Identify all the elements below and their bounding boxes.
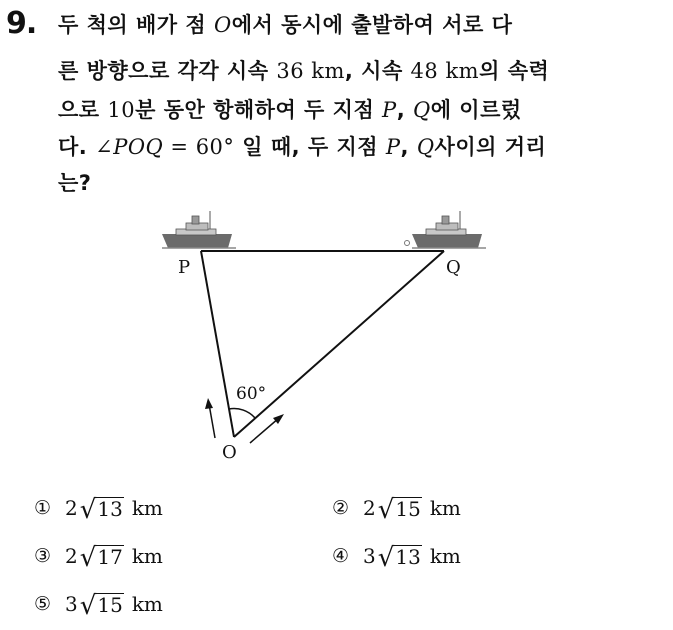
choice-coefficient: 2 <box>65 544 78 568</box>
question-text: , <box>400 135 417 159</box>
sqrt-symbol: √ 15 <box>377 494 421 525</box>
math-expression: Q <box>416 135 435 159</box>
math-expression: P <box>385 135 401 159</box>
triangle-figure <box>150 205 490 465</box>
choice-radicand: 13 <box>97 496 123 521</box>
question-text: 으로 <box>58 98 108 122</box>
question-text: , <box>396 98 413 122</box>
question-text: 분 동안 항해하여 두 지점 <box>135 98 383 122</box>
sqrt-symbol: √ 13 <box>377 542 421 573</box>
choice-4[interactable] <box>332 542 461 573</box>
math-expression: ∠ <box>95 135 114 159</box>
question-text: 다. <box>58 135 96 159</box>
choice-unit: km <box>429 496 461 520</box>
choice-radicand: 17 <box>97 544 123 569</box>
choice-number: ⑤ <box>34 593 52 615</box>
question-line-3 <box>58 94 522 124</box>
label-o: O <box>222 442 237 463</box>
choice-5[interactable] <box>34 590 163 621</box>
choice-number: ② <box>332 497 350 519</box>
choice-radicand: 13 <box>395 544 421 569</box>
math-expression: Q <box>412 98 431 122</box>
question-number: 9. <box>6 6 37 41</box>
side-oq <box>234 251 444 437</box>
math-expression: = 60° <box>163 135 235 159</box>
sqrt-symbol: √ 13 <box>79 494 123 525</box>
angle-label: 60° <box>236 384 267 404</box>
question-text: 에서 동시에 출발하여 서로 다 <box>231 13 513 37</box>
sqrt-symbol: √ 15 <box>79 590 123 621</box>
math-expression: P <box>382 98 397 122</box>
ship-q-icon <box>412 211 486 248</box>
question-text: 사이의 거리 <box>434 135 547 159</box>
question-line-1 <box>58 9 512 39</box>
choice-coefficient: 3 <box>363 544 376 568</box>
math-expression: O <box>213 13 232 37</box>
label-p: P <box>178 257 191 278</box>
choice-unit: km <box>429 544 461 568</box>
arrow-op-icon <box>205 398 215 438</box>
angle-arc <box>229 409 255 418</box>
choice-number: ④ <box>332 545 350 567</box>
math-expression: 10 <box>107 98 136 122</box>
question-line-5 <box>58 167 91 197</box>
question-text: 일 때, 두 지점 <box>234 135 386 159</box>
choice-coefficient: 2 <box>65 496 78 520</box>
choice-coefficient: 2 <box>363 496 376 520</box>
question-text: 에 이르렀 <box>430 98 522 122</box>
question-text: , 시속 <box>344 59 411 83</box>
sqrt-symbol: √ 17 <box>79 542 123 573</box>
math-expression: POQ <box>113 135 164 159</box>
label-q: Q <box>446 257 461 278</box>
choice-3[interactable] <box>34 542 163 573</box>
choice-unit: km <box>131 496 163 520</box>
question-text: 두 척의 배가 점 <box>58 13 214 37</box>
choice-unit: km <box>131 592 163 616</box>
question-text: 의 속력 <box>479 59 550 83</box>
choice-radicand: 15 <box>395 496 421 521</box>
question-line-2 <box>58 55 549 85</box>
question-line-4 <box>58 131 546 161</box>
choice-radicand: 15 <box>97 592 123 617</box>
choice-number: ① <box>34 497 52 519</box>
question-text: 는? <box>58 171 92 195</box>
choice-1[interactable] <box>34 494 163 525</box>
choice-unit: km <box>131 544 163 568</box>
choice-2[interactable] <box>332 494 461 525</box>
choice-coefficient: 3 <box>65 592 78 616</box>
math-expression: 36 km <box>276 59 345 83</box>
ship-p-icon <box>162 211 236 248</box>
question-text: 른 방향으로 각각 시속 <box>58 59 277 83</box>
math-expression: 48 km <box>410 59 480 83</box>
choice-number: ③ <box>34 545 52 567</box>
